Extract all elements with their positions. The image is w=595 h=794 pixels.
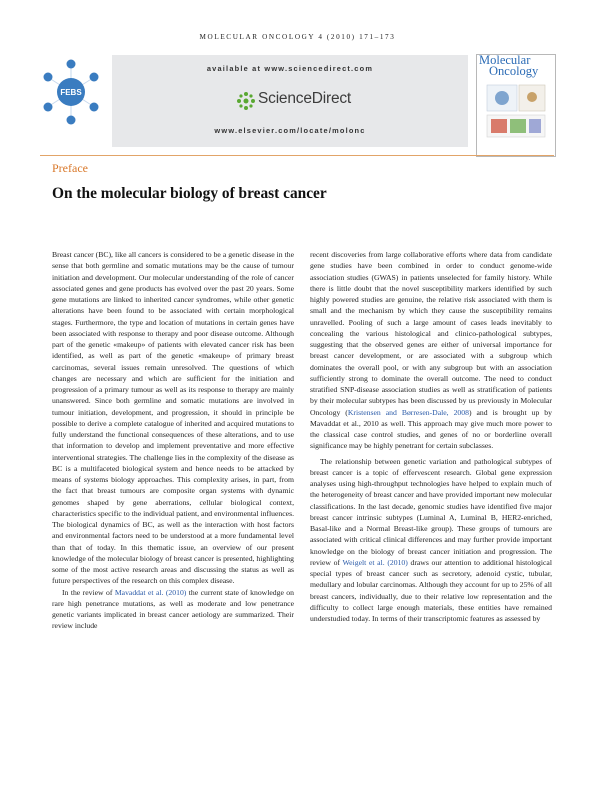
body-right-column bbox=[310, 249, 552, 624]
elsevier-url[interactable]: www.elsevier.com/locate/molonc bbox=[214, 126, 366, 135]
sciencedirect-wordmark: ScienceDirect bbox=[258, 90, 352, 107]
available-at-text[interactable]: available at www.sciencedirect.com bbox=[206, 64, 374, 73]
cover-figure-icon bbox=[483, 79, 549, 149]
body-left-column bbox=[52, 249, 294, 632]
header-divider bbox=[40, 155, 554, 156]
paragraph: recent discoveries from large collaborative efforts where data from candidate gene studies have been combined in order to conduct genome-wide association studies (GWAS) in patients unselected for family history. While there is little doubt that the novel susceptibility markers identified by such highly powered studies are genuine, the relative risk associated with them is small and the mechanism by which they cause the susceptibility remains unravelled. Pooling of such a large amount of cases leads inevitably to concealing the various histological and clinico-pathological subtypes, suggesting that the observed genes are either of universal importance for breast cancer development, or are associated with a subgroup which dominates the overall pool, or with any subgroup but with an association sufficiently strong to dominate the overall outcome. The need to conduct stratified SNP-disease association studies as well as stratification of patients by their molecular subtypes has been discussed by us previously in Molecular Oncology (Kristensen and Børresen-Dale, 2008) and is brought up by Mavaddat et al., 2010 as well. This approach may give much more power to the classical case control studies, and genes of no or borderline overall significance may be highly penetrant for certain subclasses. bbox=[310, 250, 552, 451]
citation-link[interactable]: Mavaddat et al. (2010) bbox=[114, 587, 187, 597]
section-label: Preface bbox=[52, 161, 88, 175]
febs-logo-icon bbox=[40, 58, 102, 126]
citation-link[interactable]: Kristensen and Børresen-Dale, 2008 bbox=[347, 407, 469, 417]
cover-title: Molecular Oncology bbox=[479, 54, 539, 78]
paragraph: The relationship between genetic variation and pathological subtypes of breast cancer is a topic of effervescent research. Global gene expression analyses using high-throughput technologies have helped to explain much of the heterogeneity of breast cancer and have provided important new molecular classifications. In the last decade, genomic studies have identified five major breast cancer intrinsic subtypes (Luminal A, Luminal B, HER2-enriched, Basal-like and a Normal Breast-like group). These groups of tumours are associated with critical clinical differences and may further provide important knowledge on the biology of breast cancer initiation and progression. The review of Weigelt et al. (2010) draws our attention to additional histological special types of breast cancer such as secretory, adenoid cystic, tubular, medullary and lobular carcinomas. Although they account for up to 25% of all breast cancers, individually, due to their relative low representation and the difficulty to collect large enough materials, these entities have remained understudied today. In terms of their transcriptomic features as assessed by bbox=[310, 456, 552, 623]
paper-title: On the molecular biology of breast cancer bbox=[52, 185, 327, 202]
journal-header: MOLECULAR ONCOLOGY 4 (2010) 171–173 bbox=[199, 33, 396, 41]
citation-link[interactable]: Weigelt et al. (2010) bbox=[342, 557, 408, 567]
febs-logo-label: FEBS bbox=[60, 88, 82, 97]
sciencedirect-leaf-icon bbox=[236, 91, 256, 111]
journal-cover-thumbnail[interactable] bbox=[476, 54, 556, 157]
paragraph: Breast cancer (BC), like all cancers is considered to be a genetic disease in the sense that both germline and somatic mutations may be the cause of tumour initiation and development. Our molecular understanding of the role of cancer associated genes and gene products has evolved over the past 20 years. Some gene mutations are linked to inherited cancer syndromes, while other genetic alterations have been found to be associated with certain morphological stages. Furthermore, the type and location of mutations in certain genes have been associated with response to therapy and poor disease outcome. Although part of the genetic «makeup» of patients with elevated cancer risk has been identified, as well as part of the genetic «makeup» of primary breast carcinomas, several issues remain unresolved. The questions of which changes are necessary and which are sufficient for the initiation and progression of a primary tumour as well as its response to therapy are mainly unanswered. Since both germline and somatic mutations are involved in tumour initiation, development, and progression, it should in principle be possible to derive a complete catalogue of inherited and acquired mutations to fully understand the functional consequences of these alterations, and to use that information to develop and implement preventative and more effective interventional strategies. The challenge lies in the complexity of the disease as BC is a multifaceted biological system and hence needs to be attacked by means of systems biology approaches. This complexity arises, in part, from the fact that breast tumours are composite organ systems with dynamic genomes shaped by gene aberrations, cellular biological context, characteristics specific to the individual patient, and environmental influences. The biological dynamics of BC, as well as the interaction with host factors and environmental factors need to be understood at a more fundamental level than that of today. In this thematic issue, an overview of our present knowledge of the molecular biology of breast cancer is presented, highlighting some of the most active research areas and discussing the status as well as future perspectives of the research on this complex disease. bbox=[52, 250, 294, 586]
paragraph: In the review of Mavaddat et al. (2010) the current state of knowledge on rare high penetrance mutations, as well as moderate and low penetrance genetic variants implicated in breast cancer aetiology are summarized. Their review include bbox=[52, 587, 294, 631]
